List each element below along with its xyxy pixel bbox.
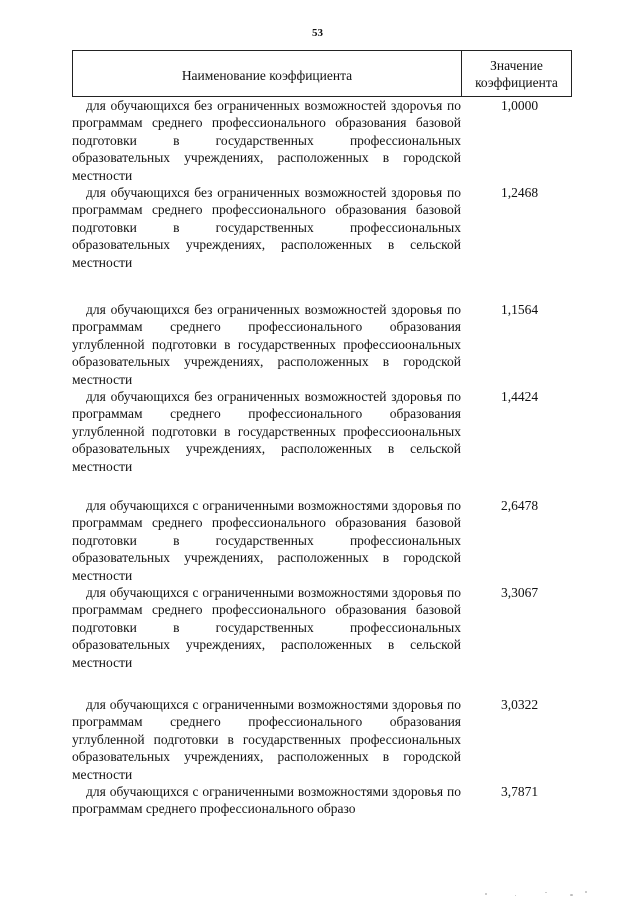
coefficient-value: 3,0322 (500, 697, 539, 712)
coefficient-name: для обучающихся без ограниченных возможностей здоровья по программам среднего профессионального образования базовой подготовки в государственных профессиональных образовательных учреждениях, расположенных в сельской местности (72, 185, 461, 270)
coefficient-name: для обучающихся с ограниченными возможностями здоровья по программам среднего профессионального образования базовой подготовки в государственных профессиональных образовательных учреждениях, расположенных в городской местности (72, 498, 461, 583)
coefficient-value: 3,7871 (500, 784, 539, 799)
column-header-name: Наименование коэффициента (73, 51, 462, 96)
coefficient-name: для обучающихся без ограниченных возможностей здоровья по программам среднего профессионального образования углубленной подготовки в государственных профессиоональных образовательных учреждениях, расположенных в городской местности (72, 302, 461, 387)
table-row (72, 783, 572, 818)
coefficient-name: для обучающихся с ограниченными возможностями здоровья по программам среднего профессионального образования базовой подготовки в государственных профессиональных образовательных учреждениях, расположенных в сельской местности (72, 585, 461, 670)
table-row (72, 301, 572, 388)
coefficient-value: 1,2468 (500, 185, 539, 200)
table-row (72, 497, 572, 584)
scan-noise (475, 889, 595, 899)
coefficient-name: для обучающихся с ограниченными возможностями здоровья по программам среднего профессионального образования углубленной подготовки в государственных профессиональных образовательных учреждениях, расположенных в городской местности (72, 697, 461, 782)
coefficient-value: 3,3067 (500, 585, 539, 600)
table-header (72, 50, 572, 97)
scan-speck (485, 893, 487, 895)
scan-speck (570, 894, 573, 896)
scan-speck (585, 891, 587, 893)
coefficient-name: для обучающихся без ограниченных возможностей здороvья по программам среднего профессионального образования базовой подготовки в государственных профессиональных образовательных учреждениях, расположенных в городской местности (72, 98, 461, 183)
coefficient-value: 1,0000 (500, 98, 539, 113)
table-row (72, 388, 572, 475)
coefficient-name: для обучающихся без ограниченных возможностей здоровья по программам среднего профессионального образования углубленной подготовки в государственных профессиоональных образовательных учреждениях, расположенных в сельской местности (72, 389, 461, 474)
page-number: 53 (312, 27, 323, 39)
scan-speck (545, 892, 547, 893)
table-row (72, 184, 572, 271)
coefficient-value: 2,6478 (500, 498, 539, 513)
table-row (72, 696, 572, 783)
column-header-value: Значение коэффициента (475, 57, 558, 90)
scan-speck (515, 895, 516, 896)
coefficient-name: для обучающихся с ограниченными возможностями здоровья по программам среднего профессионального образо (72, 784, 461, 817)
table-row (72, 97, 572, 184)
coefficient-value: 1,1564 (500, 302, 539, 317)
coefficient-value: 1,4424 (500, 389, 539, 404)
table-row (72, 584, 572, 671)
